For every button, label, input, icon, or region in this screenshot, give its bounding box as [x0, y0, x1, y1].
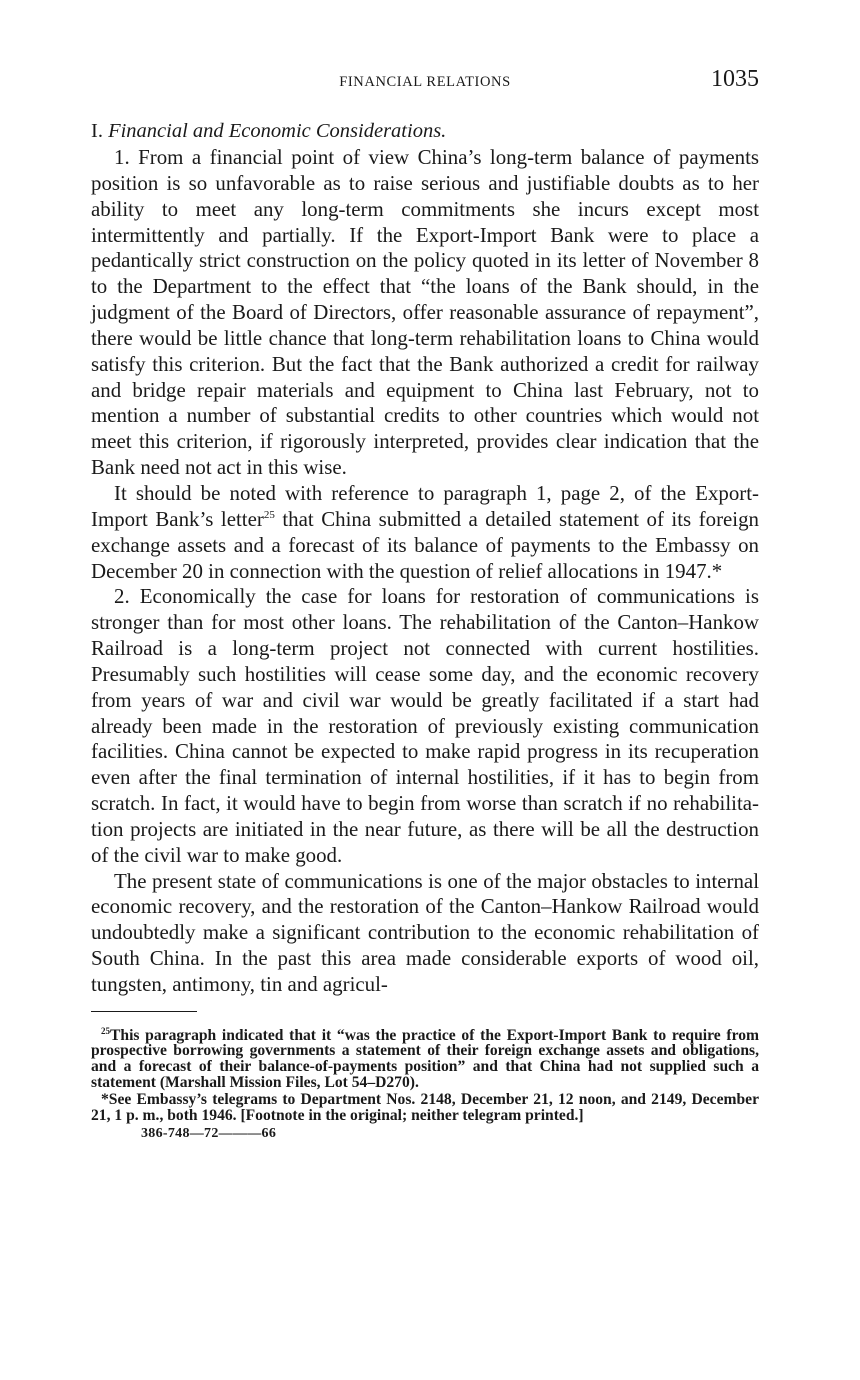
- print-code: 386-748—72———66: [141, 1126, 277, 1142]
- footnote-star: *See Embassy’s telegrams to Department Nos. 2148, December 21, 12 noon, and 2149, December 21, 1 p. m., both 1946. [Footnote in the original; neither telegram printed.]: [91, 1091, 759, 1124]
- page-number: 1035: [711, 66, 759, 92]
- paragraph-present-state: The present state of communications is one of the major obstacles to internal economic recovery, and the restoration of the Canton–Hankow Railroad would undoubtedly make a significant contribution to the economic rehabilitation of South China. In the past this area made considerable exports of wood oil, tungsten, antimony, tin and agricul-: [91, 868, 759, 996]
- running-title: FINANCIAL RELATIONS: [339, 74, 511, 90]
- paragraph-communications-case: 2. Economically the case for loans for restoration of communications is stronger than for most other loans. The rehabilitation of the Canton–Hankow Railroad is a long-term project not connected with current hostilities. Presumably such hostilities will cease some day, and the economic recovery from years of war and civil war would be greatly facilitated if a start had already been made in the restoration of previously existing communication facilities. China cannot be expected to make rapid progress in its recuperation even after the final termination of internal hostilities, if it has to begin from scratch. In fact, it would have to begin from worse than scratch if no rehabilitation projects are initiated in the near future, as there will be all the destruction of the civil war to make good.: [91, 584, 759, 867]
- paragraph-text-start: It should be noted with reference to paragraph 1, page 2, of the Export-Import Bank’s letter: [91, 480, 759, 531]
- running-head: [91, 64, 759, 100]
- paragraph-text-end: that China submitted a detailed statement of its foreign exchange assets and a forecast of its balance of payments to the Embassy on December 20 in connection with the question of relief allocations in 1947.*: [91, 506, 760, 583]
- document-page: [91, 64, 759, 1142]
- paragraph-export-import-letter: [91, 481, 759, 584]
- paragraph-financial-point: 1. From a financial point of view China’s long-term balance of payments position is so unfavorable as to raise serious and justifiable doubts as to her ability to meet any long-term commitments she incurs except most intermittently and partially. If the Export-Import Bank were to place a pedantically strict construction on the policy quoted in its letter of November 8 to the Department to the effect that “the loans of the Bank should, in the judgment of the Board of Directors, offer reasonable assurance of repayment”, there would be little chance that long-term rehabilitation loans to China would satisfy this criterion. But the fact that the Bank authorized a credit for railway and bridge repair materials and equipment to China last February, not to mention a number of substantial credits to other countries which would not meet this criterion, if rigorously interpreted, provides clear indication that the Bank need not act in this wise.: [91, 145, 759, 480]
- footnote-25-text: This paragraph indicated that it “was the practice of the Export-Import Bank to require from prospective borrowing governments a statement of their foreign exchange assets and obligations, and a forecast of their balance-of-payments position” and that China had not supplied such a statement (Marshall Mission Files, Lot 54–D270).: [91, 1026, 759, 1091]
- footnote-marker: 25: [101, 1025, 110, 1036]
- section-numeral: I.: [91, 120, 103, 142]
- section-title: Financial and Economic Considerations.: [108, 120, 447, 142]
- section-heading: [91, 118, 759, 144]
- footnote-divider: [91, 1011, 197, 1012]
- footnote-reference-25: 25: [263, 508, 275, 521]
- footnote-25: [91, 1025, 759, 1091]
